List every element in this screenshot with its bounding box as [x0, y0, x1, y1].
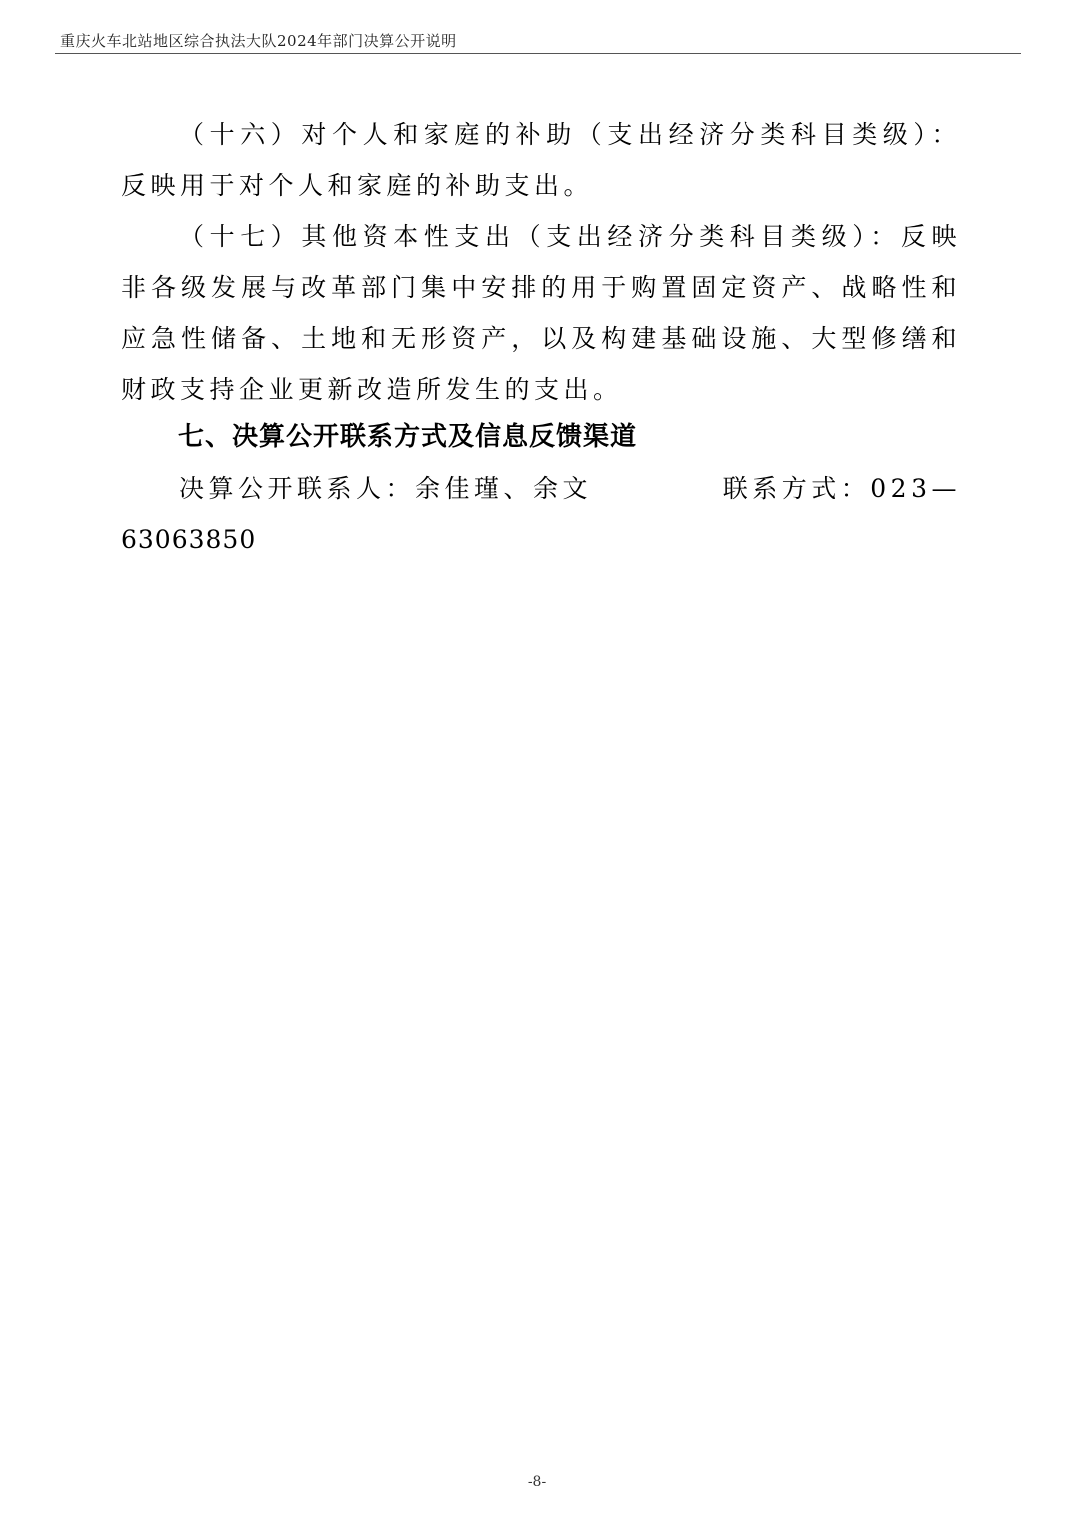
running-header: 重庆火车北站地区综合执法大队2024年部门决算公开说明	[60, 32, 457, 50]
paragraph-item-16-text: （十六）对个人和家庭的补助（支出经济分类科目类级）：反映用于对个人和家庭的补助支出。	[121, 120, 961, 200]
paragraph-item-17-text: （十七）其他资本性支出（支出经济分类科目类级）：反映非各级发展与改革部门集中安排的用于购置固定资产、战略性和应急性储备、土地和无形资产，以及构建基础设施、大型修缮和财政支持企业更新改造所发生的支出。	[121, 222, 961, 404]
contact-person: 决算公开联系人：余佳瑾、余文	[179, 474, 593, 503]
page-number: -8-	[527, 1474, 547, 1490]
header-divider	[55, 53, 1021, 54]
section-7-heading: 七、决算公开联系方式及信息反馈渠道	[178, 422, 638, 452]
contact-phone-number: 63063850	[121, 525, 257, 554]
paragraph-item-17	[121, 211, 961, 415]
contact-method-label: 联系方式：023—	[722, 474, 961, 503]
paragraph-item-16	[121, 109, 961, 211]
